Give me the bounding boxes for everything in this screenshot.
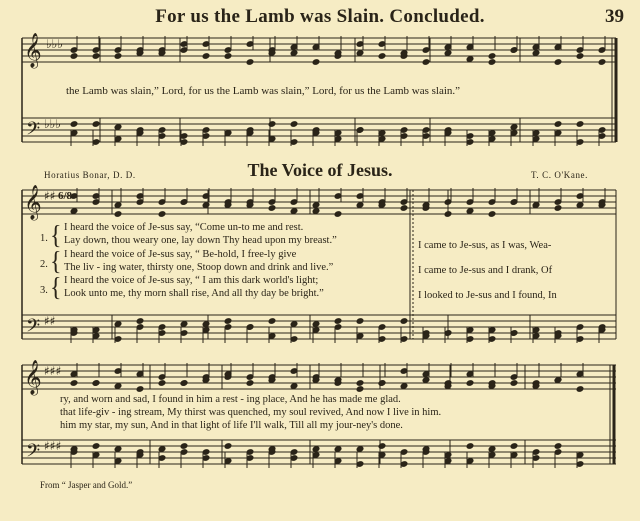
svg-text:♯♯♯: ♯♯♯ — [44, 439, 62, 453]
note-head — [158, 446, 166, 453]
hymn2-title: The Voice of Jesus. — [247, 160, 393, 180]
note-head — [488, 446, 496, 453]
note-head — [466, 443, 474, 450]
treble-clef-icon: 𝄞 — [24, 33, 42, 68]
note-head — [92, 121, 100, 128]
note-head — [356, 380, 364, 387]
hymn1-lyric: the Lamb was slain,” Lord, for us the Lamb was slain,” Lord, for us the Lamb was slain.” — [66, 85, 461, 97]
note-head — [290, 121, 298, 128]
svg-text:♯♯♯: ♯♯♯ — [44, 364, 62, 378]
verse-number: 1. — [40, 233, 48, 244]
note-head — [466, 380, 474, 387]
note-head — [356, 318, 364, 325]
verse2-line2: The liv - ing water, thirsty one, Stoop down and drink and live.” — [64, 262, 334, 273]
verse1-refrain: I came to Je-sus, as I was, Wea- — [418, 240, 552, 251]
note-head — [554, 59, 562, 66]
verse-number: 3. — [40, 285, 48, 296]
note-head — [70, 121, 78, 128]
note-head — [554, 205, 562, 212]
note-head — [246, 380, 254, 387]
verse-number: 2. — [40, 259, 48, 270]
hymn2-composer: T. C. O'Kane. — [531, 170, 588, 180]
note-head — [598, 59, 606, 66]
note-head — [70, 380, 78, 387]
note-head — [92, 380, 100, 387]
note-head — [136, 318, 144, 325]
note-head — [422, 377, 430, 384]
note-head — [224, 53, 232, 60]
note-head — [290, 321, 298, 328]
note-head — [70, 208, 78, 215]
bass-clef-icon: 𝄢 — [26, 316, 41, 341]
note-head — [510, 380, 518, 387]
note-head — [488, 59, 496, 66]
treble-clef-icon: 𝄞 — [24, 360, 42, 395]
note-head — [268, 318, 276, 325]
hymn2-author: Horatius Bonar, D. D. — [44, 170, 136, 180]
note-head — [312, 59, 320, 66]
note-head — [312, 208, 320, 215]
note-head — [114, 321, 122, 328]
note-head — [356, 446, 364, 453]
note-head — [510, 124, 518, 131]
verse1-line1: I heard the voice of Je-sus say, “Come un-to me and rest. — [64, 222, 304, 233]
note-head — [224, 318, 232, 325]
note-head — [180, 443, 188, 450]
note-head — [576, 121, 584, 128]
note-head — [356, 386, 364, 393]
note-head — [400, 383, 408, 390]
treble-clef-icon: 𝄞 — [24, 185, 42, 220]
note-head — [312, 321, 320, 328]
note-head — [356, 50, 364, 57]
note-head — [554, 377, 562, 384]
note-head — [114, 124, 122, 131]
note-head — [114, 211, 122, 218]
note-head — [202, 53, 210, 60]
note-head — [312, 446, 320, 453]
note-head — [378, 53, 386, 60]
note-head — [290, 50, 298, 57]
verse3-refrain: I looked to Je-sus and I found, In — [418, 290, 557, 301]
note-head — [444, 211, 452, 218]
note-head — [92, 53, 100, 60]
note-head — [202, 202, 210, 209]
note-head — [334, 318, 342, 325]
note-head — [114, 53, 122, 60]
system2-line1: ry, and worn and sad, I found in him a rest - ing place, And he has made me glad. — [60, 394, 401, 405]
note-head — [576, 53, 584, 60]
svg-text:♭♭♭: ♭♭♭ — [46, 37, 63, 51]
note-head — [334, 446, 342, 453]
note-head — [158, 211, 166, 218]
note-head — [488, 53, 496, 60]
note-head — [246, 59, 254, 66]
bass-clef-icon: 𝄢 — [26, 119, 41, 144]
note-head — [466, 208, 474, 215]
verse-brace: { — [50, 273, 62, 303]
verse1-line2: Lay down, thou weary one, lay down Thy head upon my breast.” — [64, 235, 337, 246]
note-head — [532, 50, 540, 57]
note-head — [180, 380, 188, 387]
svg-text:♯♯: ♯♯ — [44, 314, 56, 328]
note-head — [114, 383, 122, 390]
verse3-line1: I heard the voice of Je-sus say, “ I am this dark world's light; — [64, 275, 319, 286]
verse2-line1: I heard the voice of Je-sus say, “ Be-hold, I free-ly give — [64, 249, 297, 260]
note-head — [290, 383, 298, 390]
note-head — [510, 443, 518, 450]
verse-brace: { — [50, 221, 62, 251]
time-signature: 6/8 — [58, 190, 73, 202]
note-head — [268, 205, 276, 212]
note-head — [312, 202, 320, 209]
note-head — [136, 386, 144, 393]
note-head — [488, 211, 496, 218]
note-head — [224, 443, 232, 450]
note-head — [378, 380, 386, 387]
note-head — [202, 321, 210, 328]
verse2-refrain: I came to Je-sus and I drank, Of — [418, 265, 553, 276]
note-head — [70, 53, 78, 60]
note-head — [444, 50, 452, 57]
note-head — [554, 121, 562, 128]
note-head — [180, 321, 188, 328]
source-credit: From “ Jasper and Gold.” — [40, 480, 133, 490]
note-head — [158, 380, 166, 387]
note-head — [576, 202, 584, 209]
note-head — [356, 202, 364, 209]
note-head — [290, 208, 298, 215]
svg-text:♭♭♭: ♭♭♭ — [44, 117, 61, 131]
note-head — [378, 443, 386, 450]
note-head — [268, 121, 276, 128]
note-head — [114, 446, 122, 453]
svg-text:♯♯: ♯♯ — [44, 189, 56, 203]
note-head — [422, 59, 430, 66]
note-head — [532, 202, 540, 209]
note-head — [92, 443, 100, 450]
verse3-line2: Look unto me, thy morn shall rise, And all thy day be bright.” — [64, 288, 324, 299]
note-head — [466, 56, 474, 63]
system2-line3: him my star, my sun, And in that light of life I'll walk, Till all my jour-ney's done. — [60, 420, 403, 431]
hymn1-title: For us the Lamb was Slain. Concluded. — [155, 6, 485, 27]
note-head — [114, 202, 122, 209]
system2-line2: that life-giv - ing stream, My thirst was quenched, my soul revived, And now I live in him. — [60, 407, 442, 418]
note-head — [334, 211, 342, 218]
verse-brace: { — [50, 247, 62, 277]
page-number: 39 — [605, 6, 624, 27]
bass-clef-icon: 𝄢 — [26, 441, 41, 466]
note-head — [400, 318, 408, 325]
note-head — [554, 443, 562, 450]
note-head — [400, 205, 408, 212]
note-head — [576, 386, 584, 393]
